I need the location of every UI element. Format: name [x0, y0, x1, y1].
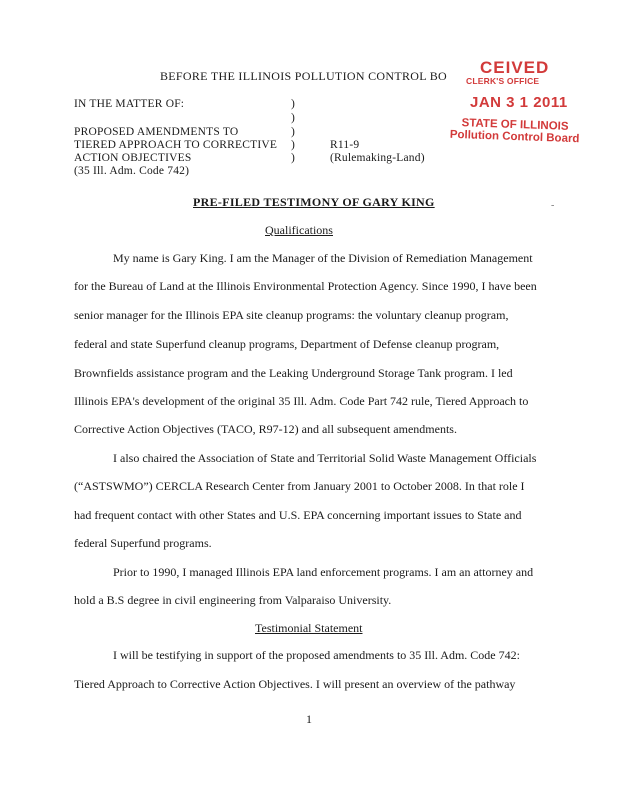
- stamp-state-line2: Pollution Control Board: [449, 128, 580, 146]
- stamp-state-line1: STATE OF ILLINOIS: [461, 117, 569, 133]
- caption-paren: ): [291, 98, 295, 110]
- body-line: hold a B.S degree in civil engineering from Valparaiso University.: [74, 593, 392, 607]
- body-line: Illinois EPA's development of the original 35 Ill. Adm. Code Part 742 rule, Tiered Approach to: [74, 394, 529, 408]
- document-title: PRE-FILED TESTIMONY OF GARY KING: [193, 195, 435, 209]
- body-line: Brownfields assistance program and the Leaking Underground Storage Tank program. I led: [74, 366, 513, 380]
- body-line: federal and state Superfund cleanup programs, Department of Defense cleanup program,: [74, 337, 500, 351]
- stamp-state: [450, 117, 580, 146]
- body-line: I also chaired the Association of State and Territorial Solid Waste Management Officials: [113, 451, 537, 465]
- body-line: Prior to 1990, I managed Illinois EPA land enforcement programs. I am an attorney and: [113, 565, 534, 579]
- margin-mark: -: [551, 200, 555, 211]
- rulemaking-type: (Rulemaking-Land): [330, 152, 425, 164]
- received-stamp: [460, 58, 560, 92]
- body-line: (“ASTSWMO”) CERCLA Research Center from January 2001 to October 2008. In that role I: [74, 479, 525, 493]
- body-line: I will be testifying in support of the proposed amendments to 35 Ill. Adm. Code 742:: [113, 648, 520, 662]
- caption-matter: IN THE MATTER OF:: [74, 98, 185, 110]
- board-title: BEFORE THE ILLINOIS POLLUTION CONTROL BO: [160, 69, 447, 83]
- testimonial-heading: Testimonial Statement: [255, 621, 363, 635]
- caption-paren: ): [291, 112, 295, 124]
- caption-code: (35 Ill. Adm. Code 742): [74, 165, 190, 177]
- page-number: 1: [306, 712, 312, 726]
- body-line: senior manager for the Illinois EPA site cleanup programs: the voluntary cleanup program,: [74, 308, 509, 322]
- stamp-clerks-office: CLERK'S OFFICE: [466, 76, 540, 86]
- caption-paren: ): [291, 139, 295, 151]
- caption-tiered: TIERED APPROACH TO CORRECTIVE: [74, 139, 278, 151]
- caption-action: ACTION OBJECTIVES: [74, 152, 192, 164]
- stamp-received-text: CEIVED: [480, 58, 550, 77]
- caption-paren: ): [291, 126, 295, 138]
- stamp-date: JAN 3 1 2011: [470, 94, 568, 111]
- body-line: Corrective Action Objectives (TACO, R97-12) and all subsequent amendments.: [74, 422, 457, 436]
- caption-proposed: PROPOSED AMENDMENTS TO: [74, 126, 239, 138]
- body-line: Tiered Approach to Corrective Action Objectives. I will present an overview of the pathway: [74, 677, 516, 691]
- body-line: My name is Gary King. I am the Manager of the Division of Remediation Management: [113, 251, 533, 265]
- docket-number: R11-9: [330, 139, 360, 151]
- body-line: had frequent contact with other States and U.S. EPA concerning important issues to State and: [74, 508, 522, 522]
- body-line: for the Bureau of Land at the Illinois Environmental Protection Agency. Since 1990, I have been: [74, 279, 537, 293]
- qualifications-heading: Qualifications: [265, 223, 333, 237]
- body-line: federal Superfund programs.: [74, 536, 212, 550]
- caption-paren: ): [291, 152, 295, 164]
